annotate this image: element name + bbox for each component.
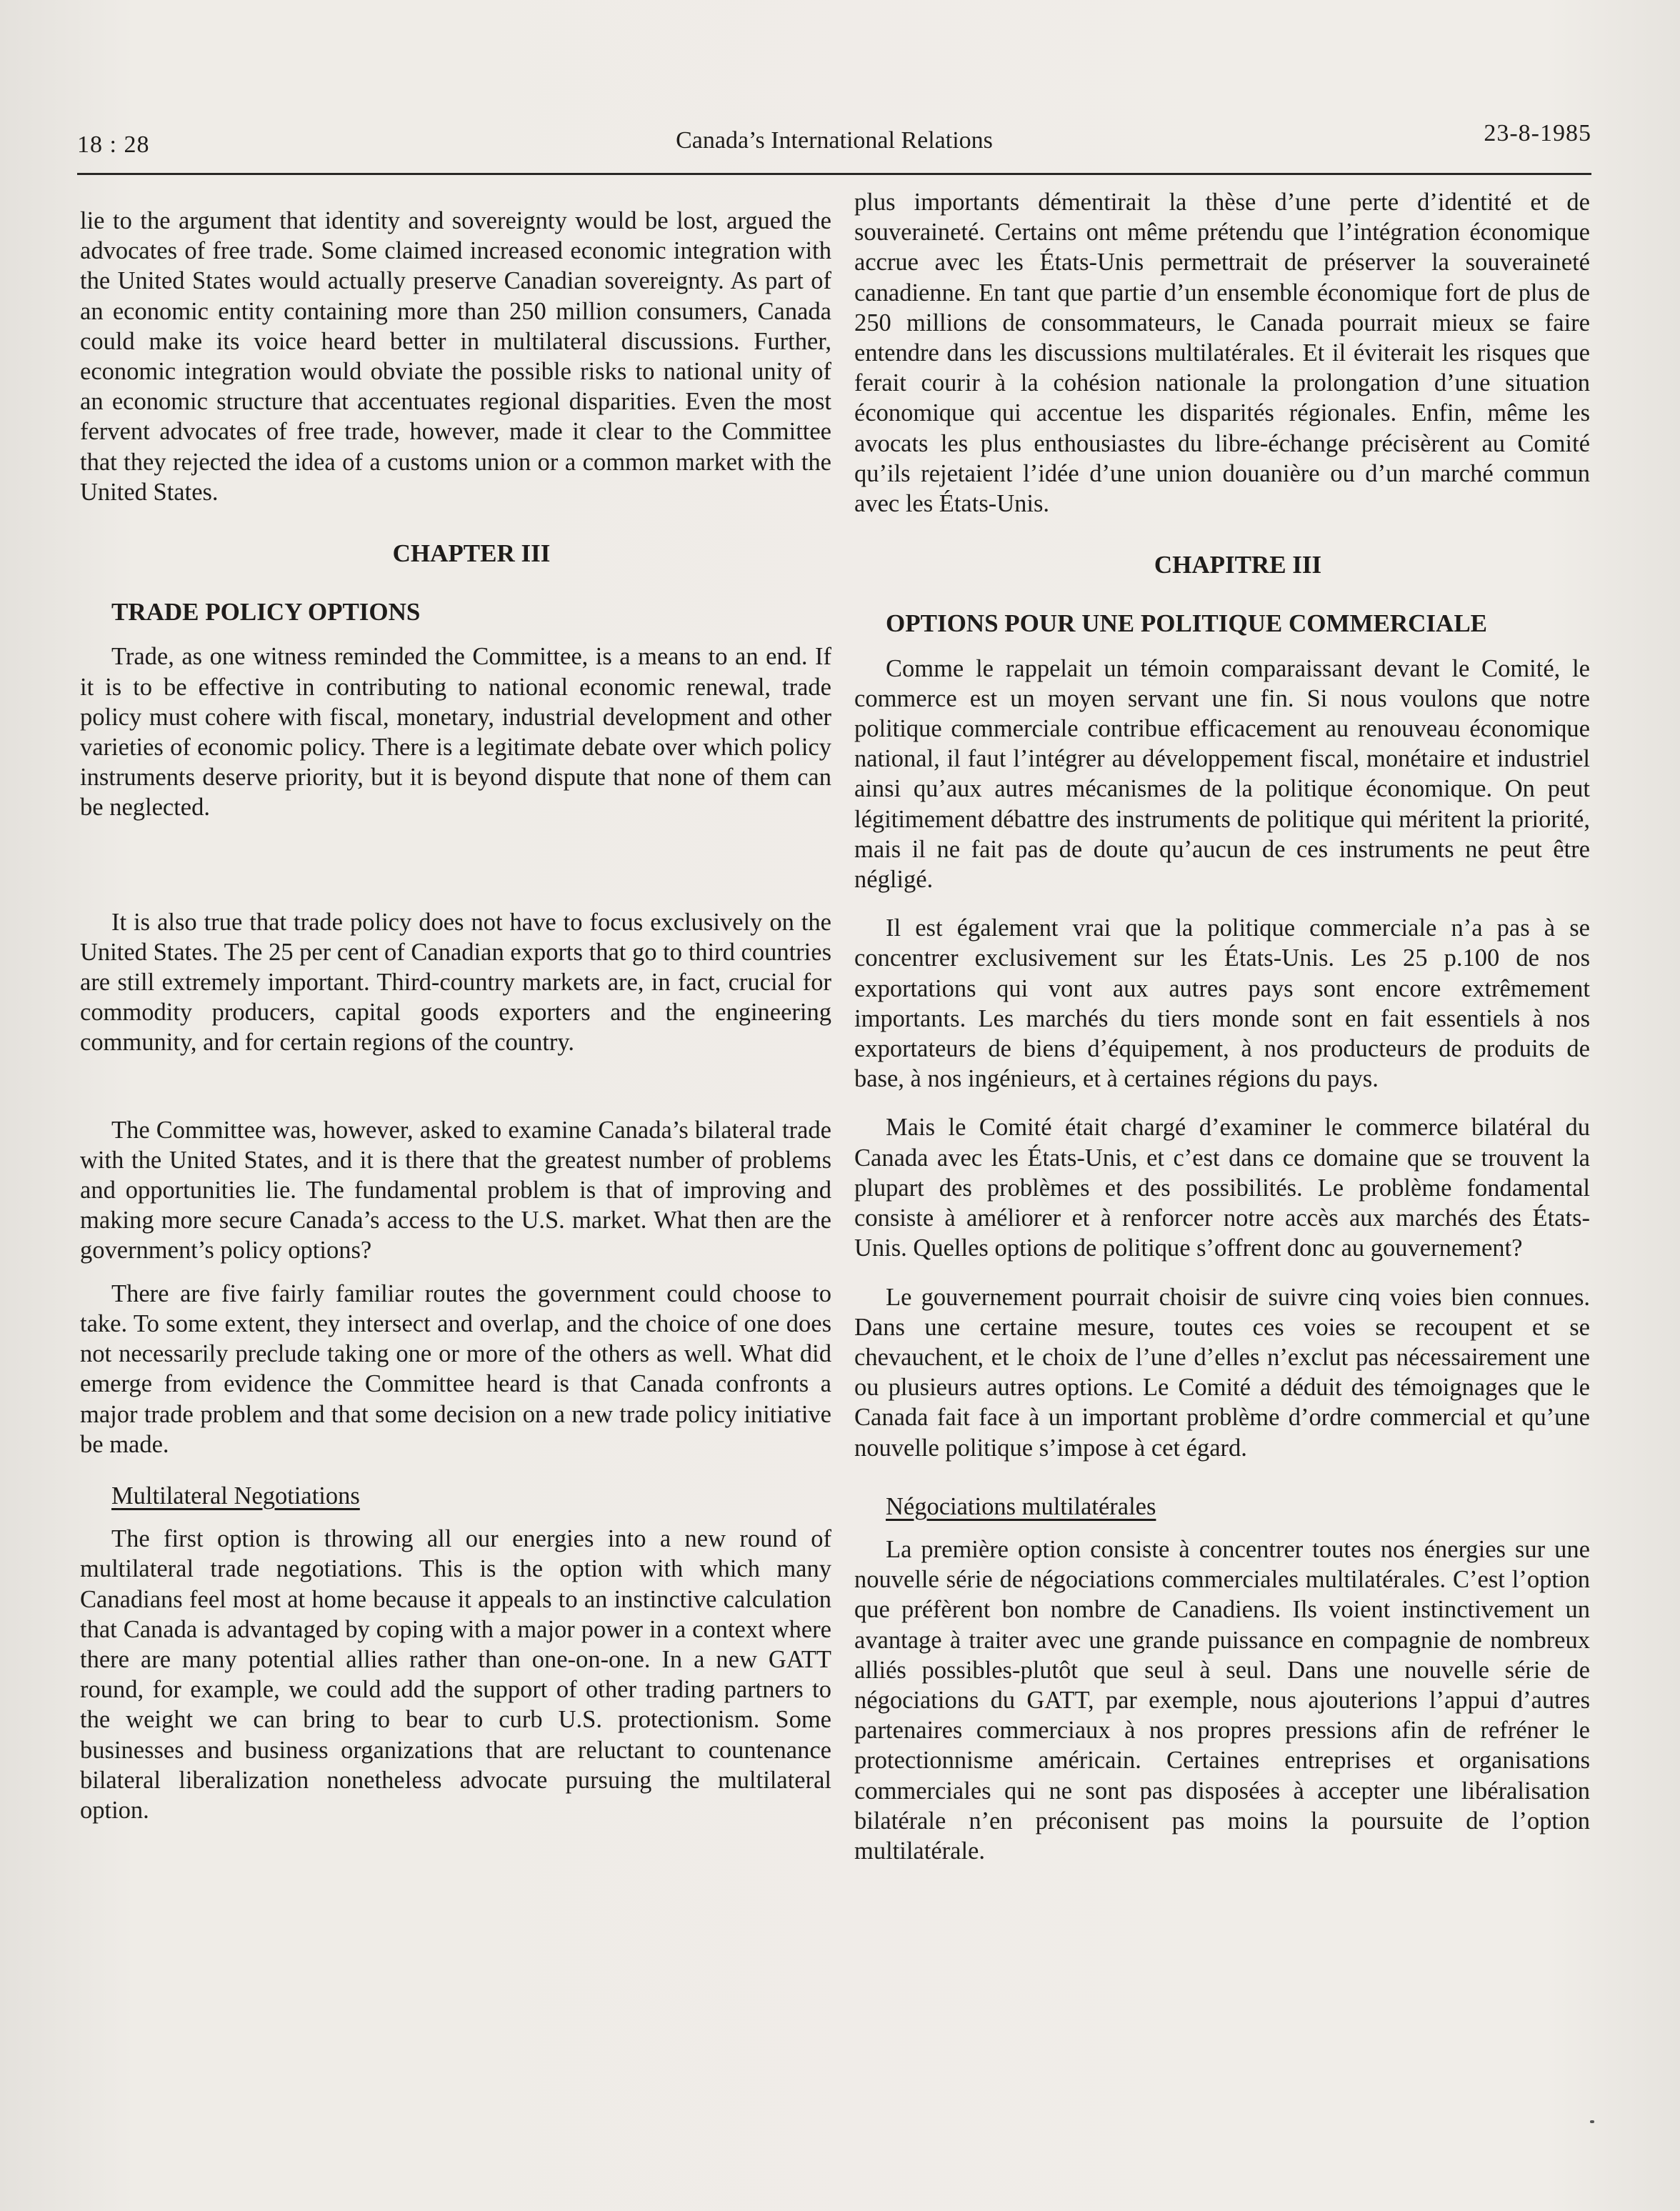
french-paragraph-continued: plus importants démentirait la thèse d’une perte d’identité et de souveraineté. Certains ont même prétendu que l’intégration économique accrue avec les États-Unis permettrait de préserver la souveraineté canadienne. En tant que partie d’un ensemble économique fort de plus de 250 millions de consommateurs, le Canada pourrait mieux se faire entendre dans les discussions multilatérales. Et il éviterait les risques que ferait courir à la cohésion nationale la prolongation d’une situation économique qui accentue les disparités régionales. Enfin, même les avocats les plus enthousiastes du libre-échange précisèrent au Comité qu’ils rejetaient l’idée d’une union douanière ou d’un marché commun avec les États-Unis. [854, 189, 1590, 518]
page-header [77, 120, 1591, 175]
french-paragraph: Il est également vrai que la politique commerciale n’a pas à se concentrer exclusivement sur les États-Unis. Les 25 p.100 de nos exportations qui vont aux autres pays sont encore extrêmement importants. Les marchés du tiers monde sont en fait essentiels à nos exportateurs de biens d’équipement, à nos producteurs de produits de base, à nos ingénieurs, et à certaines régions du pays. [854, 914, 1590, 1093]
french-paragraph: Mais le Comité était chargé d’examiner le commerce bilatéral du Canada avec les États-Unis, et c’est dans ce domaine que se trouvent la plupart des problèmes et des possibilités. Le problème fondamental consiste à améliorer et à renforcer notre accès aux marchés des États-Unis. Quelles options de politique s’offrent donc au gouvernement? [854, 1114, 1590, 1262]
french-section-heading: OPTIONS POUR UNE POLITIQUE COMMERCIALE [886, 609, 1488, 638]
english-chapter-heading: CHAPTER III [392, 539, 551, 568]
french-paragraph: Le gouvernement pourrait choisir de suivre cinq voies bien connues. Dans une certaine mesure, toutes ces voies se recoupent et se chevauchent, et le choix de l’une d’elles n’exclut pas nécessairement une ou plusieurs autres options. Le Comité a déduit des témoignages que le Canada fait face à un important problème d’ordre commercial et qu’une nouvelle politique s’impose à cet égard. [854, 1283, 1590, 1462]
ink-speck [1590, 2120, 1594, 2123]
english-paragraph: The first option is throwing all our energies into a new round of multilateral trade negotiations. This is the option with which many Canadians feel most at home because it appeals to an instinctive calculation that Canada is advantaged by coping with a major power in a context where there are many potential allies rather than one-on-one. In a new GATT round, for example, we could add the support of other trading partners to the weight we can bring to bear to curb U.S. protectionism. Some businesses and business organizations that are reluctant to countenance bilateral liberalization nonetheless advocate pursuing the multilateral option. [80, 1525, 831, 1824]
header-date: 23-8-1985 [1484, 120, 1591, 146]
english-paragraph: It is also true that trade policy does not have to focus exclusively on the United States. The 25 per cent of Canadian exports that go to third countries are still extremely important. Third-country markets are, in fact, crucial for commodity producers, capital goods exporters and the engineering community, and for certain regions of the country. [80, 908, 831, 1057]
running-title: Canada’s International Relations [676, 127, 993, 154]
english-paragraph: The Committee was, however, asked to examine Canada’s bilateral trade with the United States, and it is there that the greatest number of problems and opportunities lie. The fundamental problem is that of improving and making more secure Canada’s access to the U.S. market. What then are the government’s policy options? [80, 1116, 831, 1264]
french-paragraph: Comme le rappelait un témoin comparaissant devant le Comité, le commerce est un moyen servant une fin. Si nous voulons que notre politique commerciale contribue efficacement au renouveau économique national, il faut l’intégrer au développement fiscal, monétaire et industriel ainsi qu’aux autres mécanismes de la politique économique. On peut légitimement débattre des instruments de politique qui méritent la priorité, mais il ne fait pas de doute qu’aucun de ces instruments ne peut être négligé. [854, 654, 1590, 894]
page-folio: 18 : 28 [77, 131, 150, 158]
english-paragraph-continued: lie to the argument that identity and sovereignty would be lost, argued the advocates of free trade. Some claimed increased economic integration with the United States would actually preserve Canadian sovereignty. As part of an economic entity containing more than 250 million consumers, Canada could make its voice heard better in multilateral discussions. Further, economic integration would obviate the possible risks to national unity of an economic structure that accentuates regional disparities. Even the most fervent advocates of free trade, however, made it clear to the Committee that they rejected the idea of a customs union or a common market with the United States. [80, 207, 831, 506]
english-paragraph: There are five fairly familiar routes the government could choose to take. To some extent, they intersect and overlap, and the choice of one does not necessarily preclude taking one or more of the others as well. What did emerge from evidence the Committee heard is that Canada confronts a major trade problem and that some decision on a new trade policy initiative be made. [80, 1279, 831, 1458]
french-column [854, 187, 1590, 1866]
french-chapter-heading: CHAPITRE III [1154, 551, 1322, 579]
english-column [80, 206, 831, 1825]
english-paragraph: Trade, as one witness reminded the Committee, is a means to an end. If it is to be effective in contributing to national economic renewal, trade policy must cohere with fiscal, monetary, industrial development and other varieties of economic policy. There is a legitimate debate over which policy instruments deserve priority, but it is beyond dispute that none of them can be neglected. [80, 643, 831, 822]
french-paragraph: La première option consiste à concentrer toutes nos énergies sur une nouvelle série de négociations commerciales multilatérales. C’est l’option que préfèrent bon nombre de Canadiens. Ils voient instinctivement un avantage à traiter avec une grande puissance en compagnie de nombreux alliés possibles-plutôt que seul à seul. Dans une nouvelle série de négociations du GATT, par exemple, nous ajouterions l’appui d’autres partenaires commerciaux à nos propres pressions afin de refréner le protectionnisme américain. Certaines entreprises et organisations commerciales qui ne sont pas disposées à accepter une libéralisation bilatérale n’en préconisent pas moins la poursuite de l’option multilatérale. [854, 1535, 1590, 1865]
english-subheading: Multilateral Negotiations [111, 1482, 360, 1509]
french-subheading: Négociations multilatérales [886, 1492, 1156, 1520]
english-section-heading: TRADE POLICY OPTIONS [111, 598, 421, 627]
